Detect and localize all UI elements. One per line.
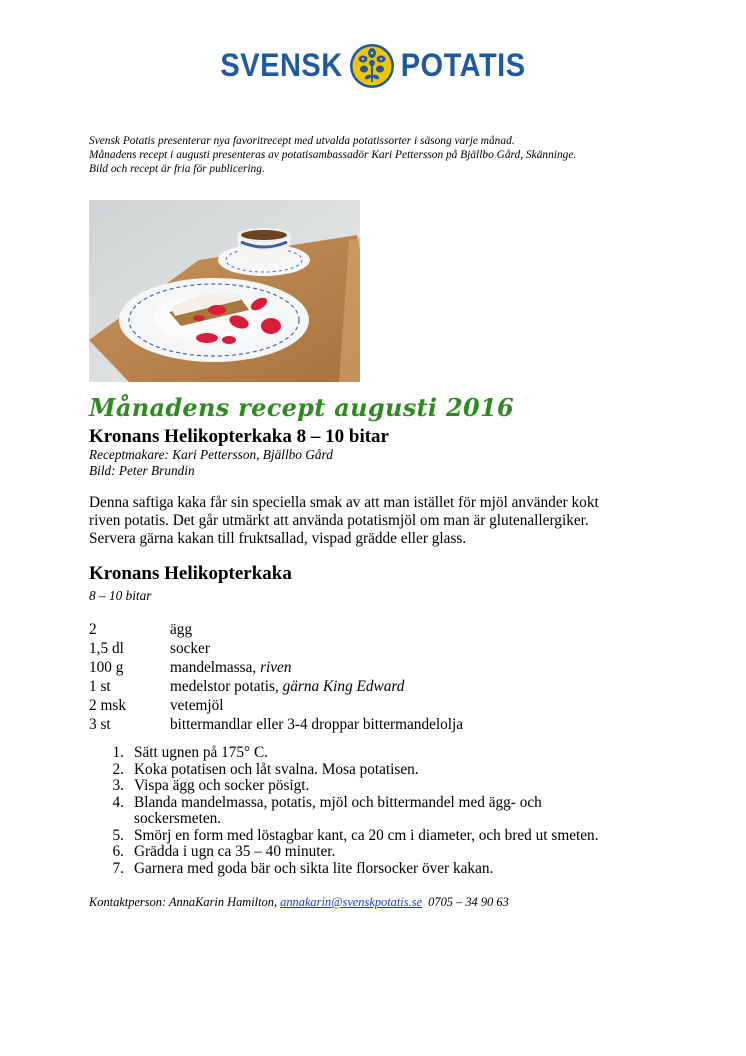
step-text: Koka potatisen och låt svalna. Mosa potatisen.	[134, 760, 419, 778]
step-text: Sätt ugnen på 175° C.	[134, 744, 269, 761]
step-text: Garnera med goda bär och sikta lite florsocker över kakan.	[134, 859, 494, 877]
ingredient-item: socker	[170, 640, 210, 657]
step-number: 2.	[112, 760, 124, 778]
logo-word-right: POTATIS	[400, 47, 526, 84]
ingredient-note: gärna King Edward	[282, 678, 405, 695]
ingredient-amount: 2	[89, 621, 97, 638]
ingredient-list	[89, 620, 463, 734]
recipe-subtitle: Kronans Helikopterkaka	[89, 563, 292, 584]
ingredient-row	[89, 639, 463, 658]
step-item	[89, 795, 654, 828]
ingredient-item-text: medelstor potatis,	[170, 678, 283, 695]
contact-phone: 0705 – 34 90 63	[421, 895, 509, 909]
ingredient-item: vetemjöl	[170, 697, 224, 714]
ingredient-item	[170, 677, 404, 696]
ingredient-item: bittermandlar eller 3-4 droppar bittermandelolja	[170, 716, 464, 733]
step-number: 4.	[112, 793, 124, 811]
potato-flower-emblem-icon	[349, 43, 395, 89]
ingredient-row	[89, 715, 463, 734]
step-item	[89, 762, 654, 779]
credits	[89, 447, 333, 479]
ingredient-note: riven	[260, 659, 292, 676]
step-text: Blanda mandelmassa, potatis, mjöl och bittermandel med ägg- och sockersmeten.	[134, 793, 542, 827]
ingredient-item	[170, 658, 292, 677]
intro-line: Bild och recept är fria för publicering.	[89, 163, 265, 175]
step-number: 5.	[112, 826, 124, 844]
step-item	[89, 861, 654, 878]
month-recipe-heading: Månadens recept augusti 2016	[89, 393, 515, 422]
recipe-description	[89, 494, 689, 548]
contact-person: Kontaktperson: AnnaKarin Hamilton,	[89, 895, 281, 909]
intro-text	[89, 134, 689, 176]
step-number: 1.	[112, 744, 124, 761]
contact-email-link[interactable]: annakarin@svenskpotatis.se	[280, 895, 422, 909]
recipe-yield: 8 – 10 bitar	[89, 588, 152, 603]
logo-word-left: SVENSK	[220, 47, 343, 84]
ingredient-item: ägg	[170, 621, 193, 638]
step-text: Vispa ägg och socker pösigt.	[134, 777, 310, 794]
ingredient-amount: 2 msk	[89, 697, 126, 714]
ingredient-row	[89, 696, 463, 715]
step-item	[89, 778, 654, 795]
ingredient-row	[89, 677, 463, 696]
description-line: Denna saftiga kaka får sin speciella smak av att man istället för mjöl använder kokt	[89, 494, 599, 511]
step-list	[89, 745, 654, 877]
ingredient-row	[89, 620, 463, 639]
step-number: 7.	[112, 859, 124, 877]
contact-line	[89, 895, 509, 910]
description-line: riven potatis. Det går utmärkt att använda potatismjöl om man är glutenallergiker.	[89, 512, 589, 529]
ingredient-row	[89, 658, 463, 677]
brand-logo	[0, 40, 746, 92]
photo-credit: Bild: Peter Brundin	[89, 463, 195, 478]
intro-line: Svensk Potatis presenterar nya favoritrecept med utvalda potatissorter i säsong varje månad.	[89, 135, 515, 147]
description-line: Servera gärna kakan till fruktsallad, vispad grädde eller glass.	[89, 530, 467, 547]
recipe-maker: Receptmakare: Kari Pettersson, Bjällbo Gård	[89, 447, 333, 462]
ingredient-item-text: mandelmassa,	[170, 659, 261, 676]
step-number: 6.	[112, 843, 124, 860]
cake-photo	[89, 200, 360, 382]
step-item	[89, 828, 654, 845]
step-text: Grädda i ugn ca 35 – 40 minuter.	[134, 843, 336, 860]
intro-line: Månadens recept i augusti presenteras av potatisambassadör Kari Pettersson på Bjällbo Gård, Skänninge.	[89, 149, 577, 161]
ingredient-amount: 1 st	[89, 678, 111, 695]
step-item	[89, 844, 654, 861]
step-item	[89, 745, 654, 762]
ingredient-amount: 1,5 dl	[89, 640, 124, 657]
recipe-title: Kronans Helikopterkaka 8 – 10 bitar	[89, 426, 389, 447]
step-text: Smörj en form med löstagbar kant, ca 20 cm i diameter, och bred ut smeten.	[134, 826, 599, 844]
ingredient-amount: 3 st	[89, 716, 111, 733]
step-number: 3.	[112, 777, 124, 794]
ingredient-amount: 100 g	[89, 659, 124, 676]
